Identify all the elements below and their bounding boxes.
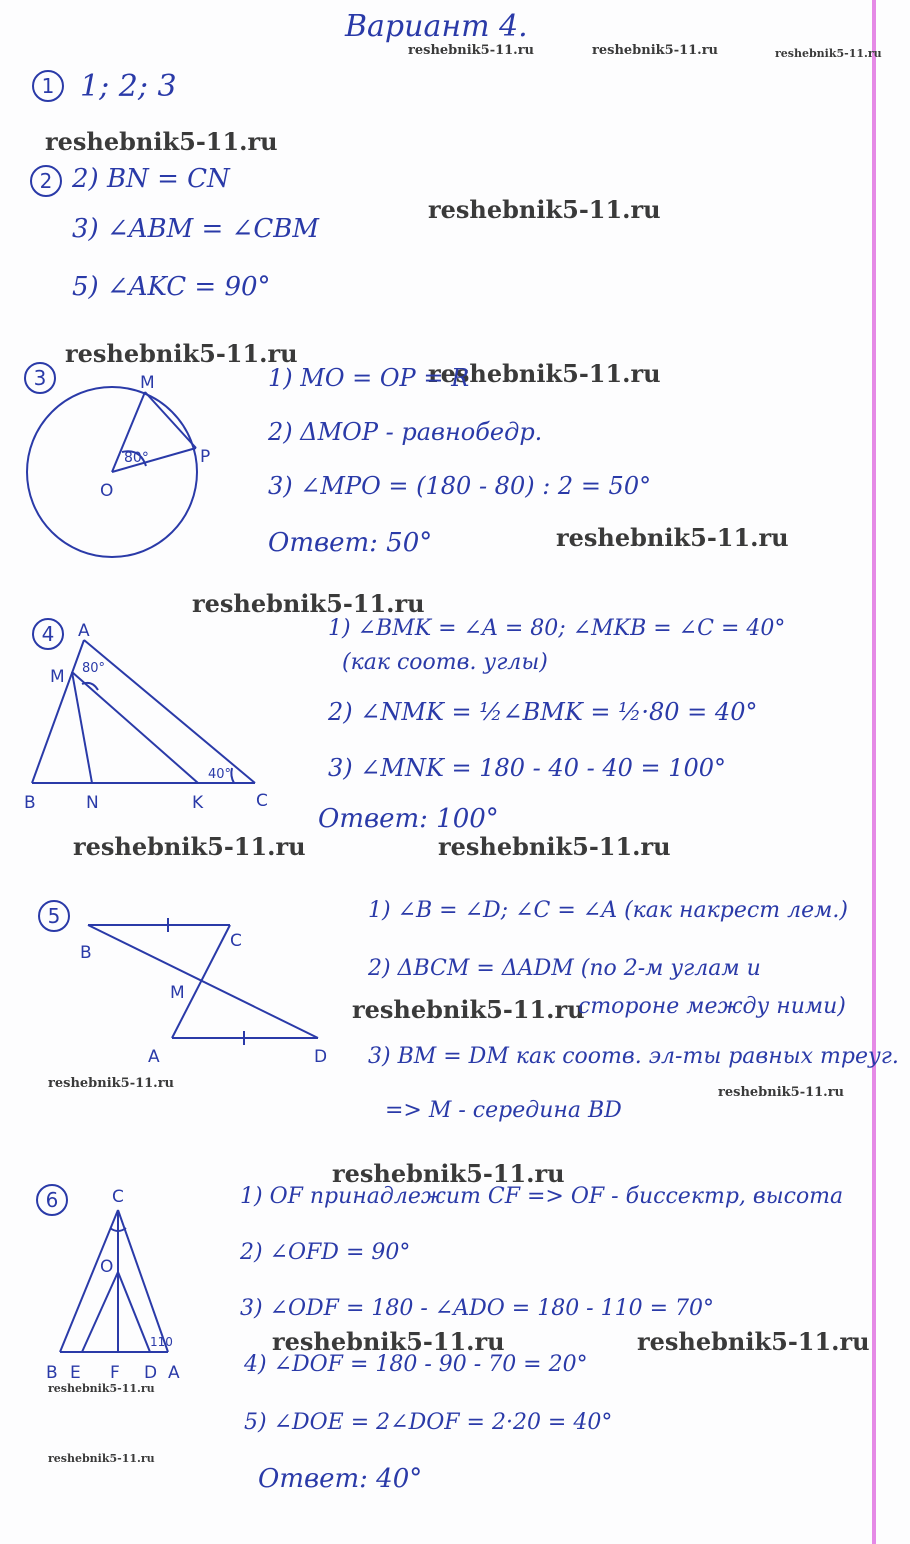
label-p: P	[200, 447, 211, 467]
task4-line: (как соотв. углы)	[342, 650, 548, 675]
segment-od	[118, 1272, 150, 1352]
task4-answer: Ответ: 100°	[318, 804, 499, 834]
watermark: reshebnik5-11.ru	[332, 1159, 565, 1188]
task2-number: 2	[30, 165, 62, 197]
task1-answer: 1; 2; 3	[80, 69, 177, 104]
page-title: Вариант 4.	[345, 9, 528, 44]
watermark: reshebnik5-11.ru	[718, 1085, 845, 1100]
watermark: reshebnik5-11.ru	[637, 1327, 870, 1356]
label-m: M	[140, 373, 155, 393]
watermark: reshebnik5-11.ru	[48, 1452, 155, 1465]
label-o: O	[100, 1257, 114, 1277]
task5-number: 5	[38, 900, 70, 932]
label-b: B	[24, 793, 36, 813]
watermark: reshebnik5-11.ru	[73, 832, 306, 861]
task6-number: 6	[36, 1184, 68, 1216]
watermark: reshebnik5-11.ru	[48, 1076, 175, 1091]
task6-line: 2) ∠OFD = 90°	[240, 1240, 411, 1265]
watermark: reshebnik5-11.ru	[352, 995, 585, 1024]
task4-number: 4	[32, 618, 64, 650]
label-f: F	[110, 1363, 120, 1383]
task3-number: 3	[24, 362, 56, 394]
label-b: B	[80, 943, 92, 963]
watermark: reshebnik5-11.ru	[45, 127, 278, 156]
label-a: A	[168, 1363, 180, 1383]
watermark: reshebnik5-11.ru	[775, 47, 882, 60]
watermark: reshebnik5-11.ru	[272, 1327, 505, 1356]
task5-line: 1) ∠B = ∠D; ∠C = ∠A (как накрест лем.)	[368, 898, 848, 923]
task2-line: 5) ∠AKC = 90°	[72, 272, 271, 302]
label-d: D	[144, 1363, 158, 1383]
watermark: reshebnik5-11.ru	[428, 359, 661, 388]
task6-line: 1) OF принадлежит CF => OF - биссектр, высота	[240, 1184, 844, 1209]
label-angle-m: 80°	[82, 661, 106, 676]
watermark: reshebnik5-11.ru	[408, 43, 535, 58]
task6-line: 5) ∠DOE = 2∠DOF = 2·20 = 40°	[244, 1410, 613, 1435]
watermark: reshebnik5-11.ru	[428, 195, 661, 224]
label-c: C	[256, 791, 268, 811]
label-n: N	[86, 793, 99, 813]
label-b: B	[46, 1363, 58, 1383]
task4-line: 2) ∠NMK = ½∠BMK = ½·80 = 40°	[328, 698, 758, 726]
task5-line: 2) ΔBCM = ΔADM (по 2-м углам и	[368, 956, 761, 981]
task3-line: 1) MO = OP = R	[268, 364, 470, 392]
task6-line: 3) ∠ODF = 180 - ∠ADO = 180 - 110 = 70°	[240, 1296, 715, 1321]
task5-line: стороне между ними)	[578, 994, 846, 1019]
watermark: reshebnik5-11.ru	[192, 589, 425, 618]
task5-line: 3) BM = DM как соотв. эл-ты равных треуг.	[368, 1044, 899, 1069]
task6-answer: Ответ: 40°	[258, 1464, 423, 1494]
label-k: K	[192, 793, 204, 813]
label-m: M	[170, 983, 185, 1003]
label-o: O	[100, 481, 114, 501]
task3-answer: Ответ: 50°	[268, 528, 433, 558]
label-a: A	[78, 621, 90, 641]
task4-line: 1) ∠BMK = ∠A = 80; ∠MKB = ∠C = 40°	[328, 616, 786, 641]
label-m: M	[50, 667, 65, 687]
watermark: reshebnik5-11.ru	[438, 832, 671, 861]
task6-line: 4) ∠DOF = 180 - 90 - 70 = 20°	[244, 1352, 588, 1377]
task5-line: => M - середина BD	[385, 1098, 622, 1123]
task2-line: 3) ∠ABM = ∠CBM	[72, 214, 319, 244]
label-angle-k: 40°	[208, 767, 232, 782]
watermark: reshebnik5-11.ru	[65, 339, 298, 368]
side-cb	[60, 1210, 118, 1352]
task3-line: 3) ∠MPO = (180 - 80) : 2 = 50°	[268, 472, 652, 500]
watermark: reshebnik5-11.ru	[48, 1382, 155, 1395]
task1-number: 1	[32, 70, 64, 102]
label-c: C	[112, 1187, 124, 1207]
watermark: reshebnik5-11.ru	[556, 523, 789, 552]
task2-line: 2) BN = CN	[72, 164, 230, 194]
label-e: E	[70, 1363, 81, 1383]
label-c: C	[230, 931, 242, 951]
label-a: A	[148, 1047, 160, 1067]
label-angle: 110	[150, 1335, 173, 1349]
task4-line: 3) ∠MNK = 180 - 40 - 40 = 100°	[328, 754, 727, 782]
side-ca	[118, 1210, 168, 1352]
watermark: reshebnik5-11.ru	[592, 43, 719, 58]
label-angle: 80°	[124, 450, 149, 466]
task3-line: 2) ΔMOP - равнобедр.	[268, 418, 543, 446]
label-d: D	[314, 1047, 328, 1067]
